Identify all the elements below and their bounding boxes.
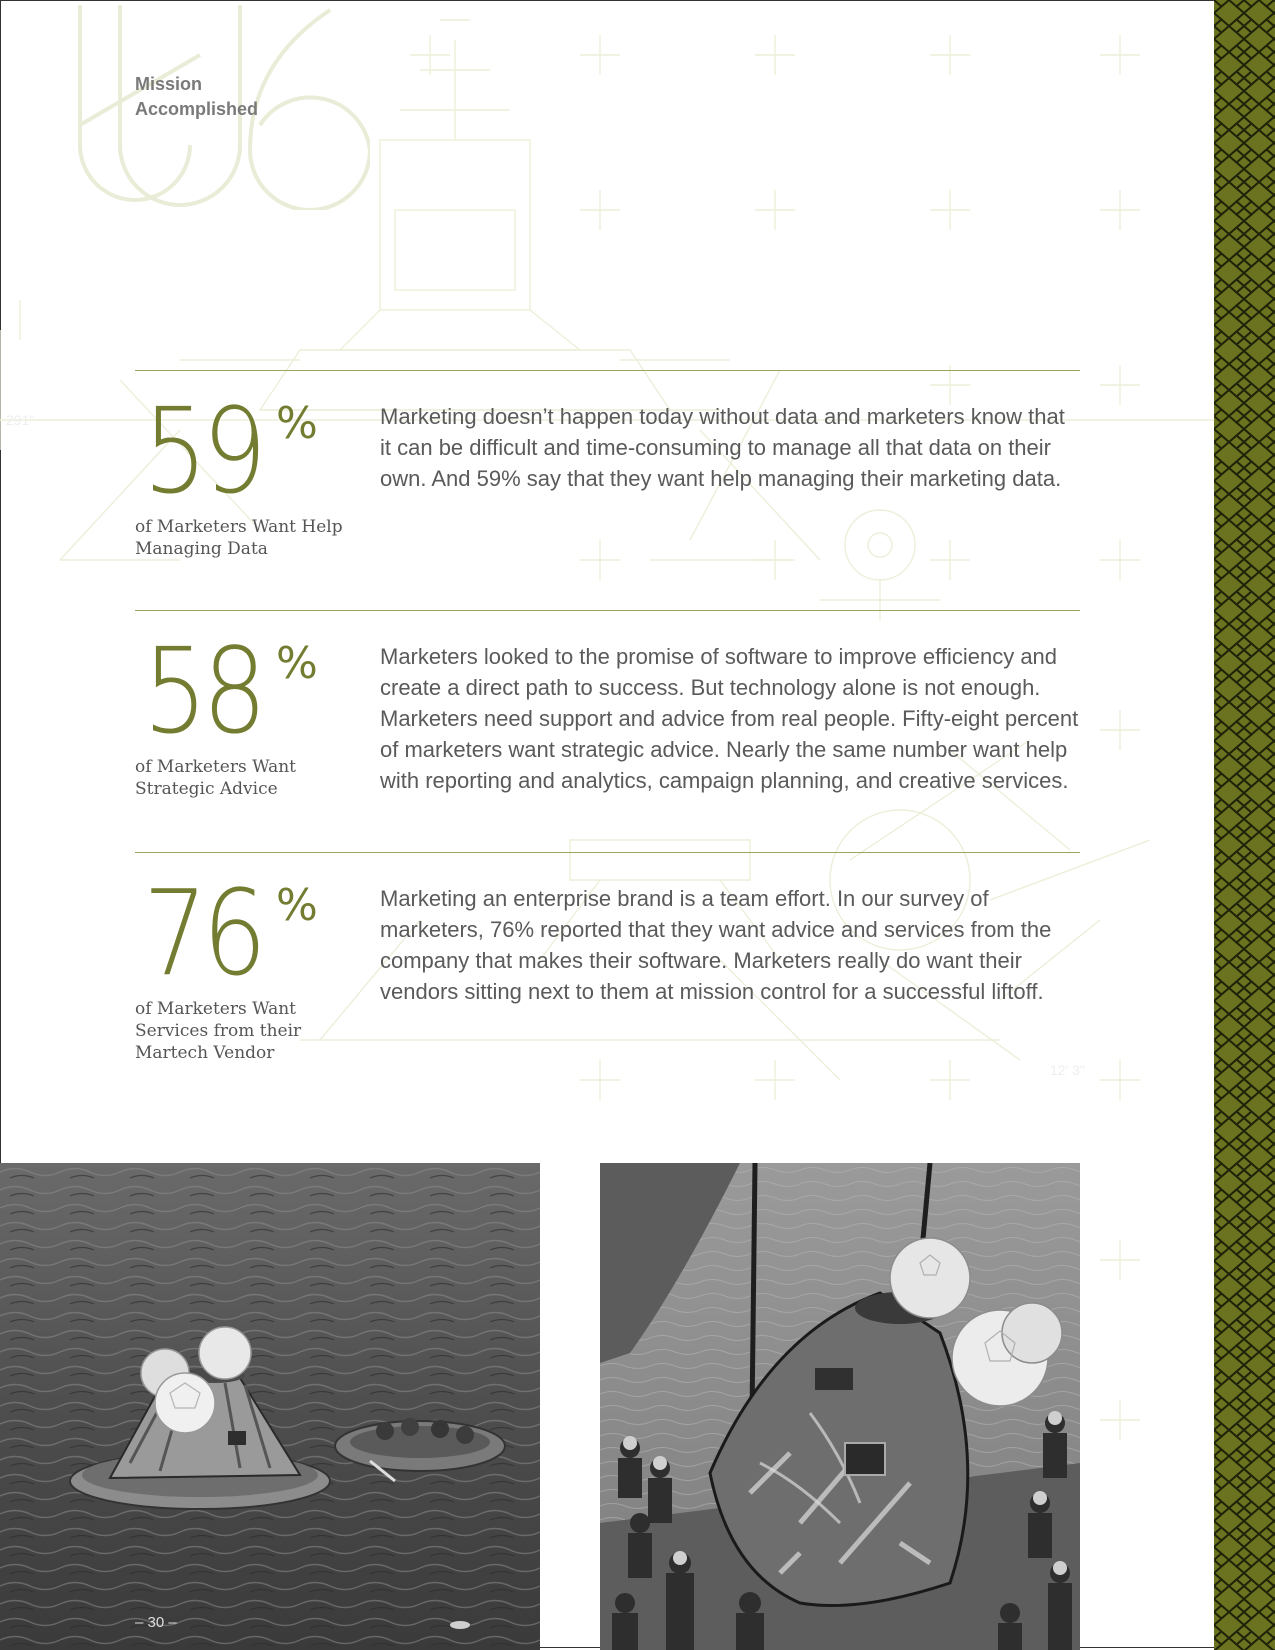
section-label-line1: Mission [135,74,203,94]
blueprint-dimension-left: 291" [6,412,35,428]
stat-block-advice [135,610,1080,810]
stat-block-data [135,370,1080,570]
sidebar-pattern-strip [1214,0,1275,1650]
stat-figure [135,382,365,520]
stat-figure [135,864,365,1002]
divider-rule [135,852,1080,853]
section-label-line2: Accomplished [135,99,259,119]
stat-caption: of Marketers Want Help Managing Data [135,517,343,559]
page-number: – 30 – [135,1614,177,1631]
divider-rule [135,370,1080,371]
photo-capsule-hoisted [600,1163,1080,1650]
stat-value: 59 [143,382,262,520]
stat-unit: % [276,880,318,931]
section-label [135,72,315,122]
divider-rule [135,610,1080,611]
stat-caption: of Marketers Want Services from their Martech Vendor [135,999,302,1063]
stat-figure [135,622,365,760]
stat-description: Marketing an enterprise brand is a team effort. In our survey of marketers, 76% reported that they want advice and services from the company that makes their software. Marketers really do want their vendors sitting next to them at mission control for a successful liftoff. [380,886,1052,1004]
stat-block-services [135,852,1080,1072]
blueprint-dimension-right: 12' 3" [1050,1062,1085,1078]
stat-value: 58 [143,622,262,760]
stat-caption: of Marketers Want Strategic Advice [135,757,297,799]
stat-value: 76 [143,864,262,1002]
photo-capsule-in-ocean [0,1163,540,1650]
stat-unit: % [276,398,318,449]
stat-unit: % [276,638,318,689]
stat-description: Marketers looked to the promise of software to improve efficiency and create a direct path to success. But technology alone is not enough. Marketers need support and advice from real people. Fifty-eight percent of marketers want strategic advice. Nearly the same number want help with reporting and analytics, campaign planning, and creative services. [380,644,1079,793]
stat-description: Marketing doesn’t happen today without data and marketers know that it can be difficult and time-consuming to manage all that data on their own. And 59% say that they want help managing their marketing data. [380,404,1065,491]
